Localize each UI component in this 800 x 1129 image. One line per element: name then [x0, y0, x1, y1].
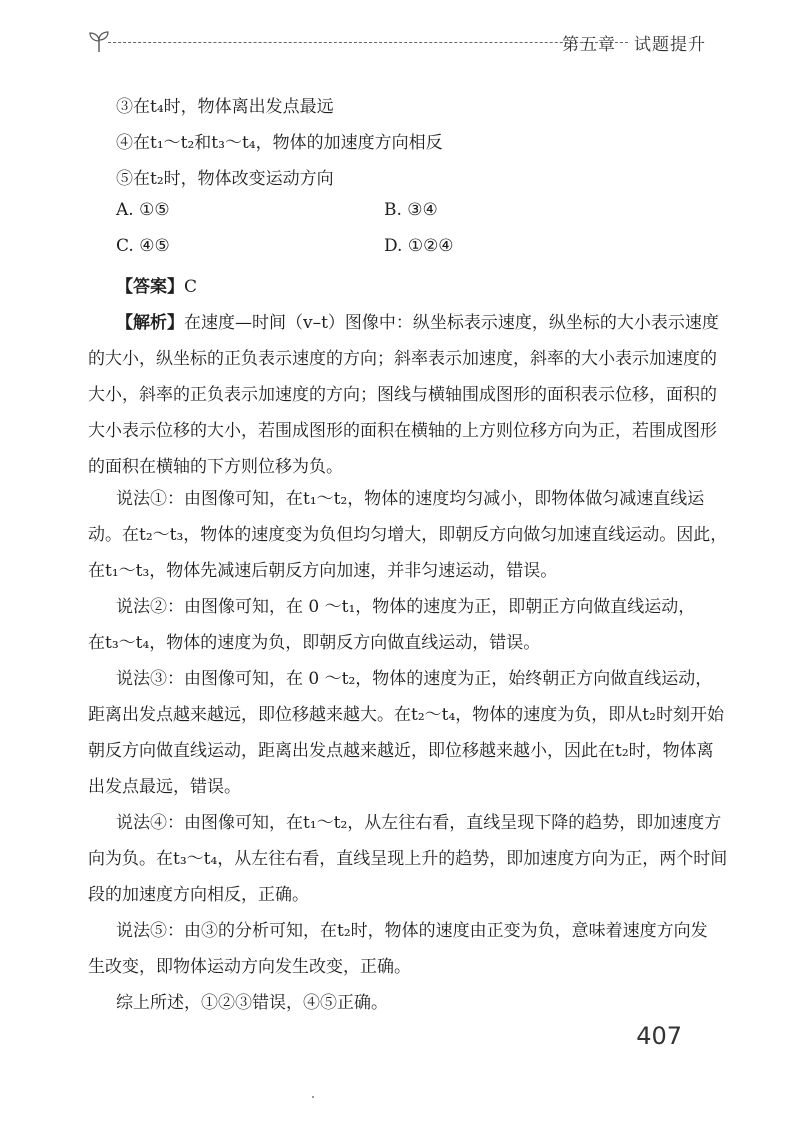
analysis-label: 【解析】 — [116, 313, 184, 333]
explanation-1-line: 在t₁～t₃，物体先减速后朝反方向加速，并非匀速运动，错误。 — [88, 561, 558, 581]
explanation-4-line: 段的加速度方向相反，正确。 — [88, 885, 309, 905]
statement-4: ④在t₁～t₂和t₃～t₄，物体的加速度方向相反 — [116, 133, 443, 153]
page-header — [86, 28, 706, 58]
answer-line — [116, 272, 197, 297]
option-d: D. ①②④ — [384, 236, 454, 256]
explanation-3-line: 朝反方向做直线运动，距离出发点越来越近，即位移越来越小，因此在t₂时，物体离 — [88, 741, 714, 761]
option-a: A. ①⑤ — [116, 200, 170, 220]
analysis-line: 大小，斜率的正负表示加速度的方向；图线与横轴围成图形的面积表示位移，面积的 — [88, 385, 717, 405]
summary-line: 综上所述，①②③错误，④⑤正确。 — [116, 993, 388, 1013]
option-c: C. ④⑤ — [116, 236, 170, 256]
analysis-line: 的大小，纵坐标的正负表示速度的方向；斜率表示加速度，斜率的大小表示加速度的 — [88, 349, 717, 369]
statement-3: ③在t₄时，物体离出发点最远 — [116, 97, 334, 117]
chapter-label: 第五章 — [562, 35, 616, 55]
page-number: 407 — [636, 1022, 682, 1050]
scan-speck — [312, 1096, 314, 1098]
analysis-text: 在速度—时间（v–t）图像中：纵坐标表示速度，纵坐标的大小表示速度 — [184, 313, 719, 333]
section-label: 试题提升 — [634, 35, 706, 55]
explanation-3-line: 说法③：由图像可知，在 0 ～t₂，物体的速度为正，始终朝正方向做直线运动， — [116, 669, 713, 689]
explanation-1-line: 说法①：由图像可知，在t₁～t₂，物体的速度均匀减小，即物体做匀减速直线运 — [116, 489, 705, 509]
option-b: B. ③④ — [384, 200, 438, 220]
explanation-4-line: 说法④：由图像可知，在t₁～t₂，从左往右看，直线呈现下降的趋势，即加速度方 — [116, 813, 722, 833]
answer-value: C — [184, 277, 198, 297]
analysis-line — [116, 308, 719, 333]
statement-5: ⑤在t₂时，物体改变运动方向 — [116, 169, 334, 189]
explanation-1-line: 动。在t₂～t₃，物体的速度变为负但均匀增大，即朝反方向做匀加速直线运动。因此， — [88, 525, 728, 545]
explanation-5-line: 说法⑤：由③的分析可知，在t₂时，物体的速度由正变为负，意味着速度方向发 — [116, 921, 708, 941]
explanation-2-line: 在t₃～t₄，物体的速度为负，即朝反方向做直线运动，错误。 — [88, 633, 541, 653]
answer-label: 【答案】 — [116, 277, 184, 297]
header-title — [562, 30, 706, 55]
analysis-line: 大小表示位移的大小，若围成图形的面积在横轴的上方则位移方向为正，若围成图形 — [88, 421, 717, 441]
explanation-5-line: 生改变，即物体运动方向发生改变，正确。 — [88, 957, 411, 977]
explanation-3-line: 距离出发点越来越远，即位移越来越大。在t₂～t₄，物体的速度为负，即从t₂时刻开始 — [88, 705, 724, 725]
explanation-4-line: 向为负。在t₃～t₄，从左往右看，直线呈现上升的趋势，即加速度方向为正，两个时间 — [88, 849, 728, 869]
analysis-line: 的面积在横轴的下方则位移为负。 — [88, 457, 343, 477]
explanation-3-line: 出发点最远，错误。 — [88, 777, 241, 797]
header-rule — [108, 42, 628, 43]
sprout-icon — [86, 28, 112, 54]
explanation-2-line: 说法②：由图像可知，在 0 ～t₁，物体的速度为正，即朝正方向做直线运动， — [116, 597, 696, 617]
